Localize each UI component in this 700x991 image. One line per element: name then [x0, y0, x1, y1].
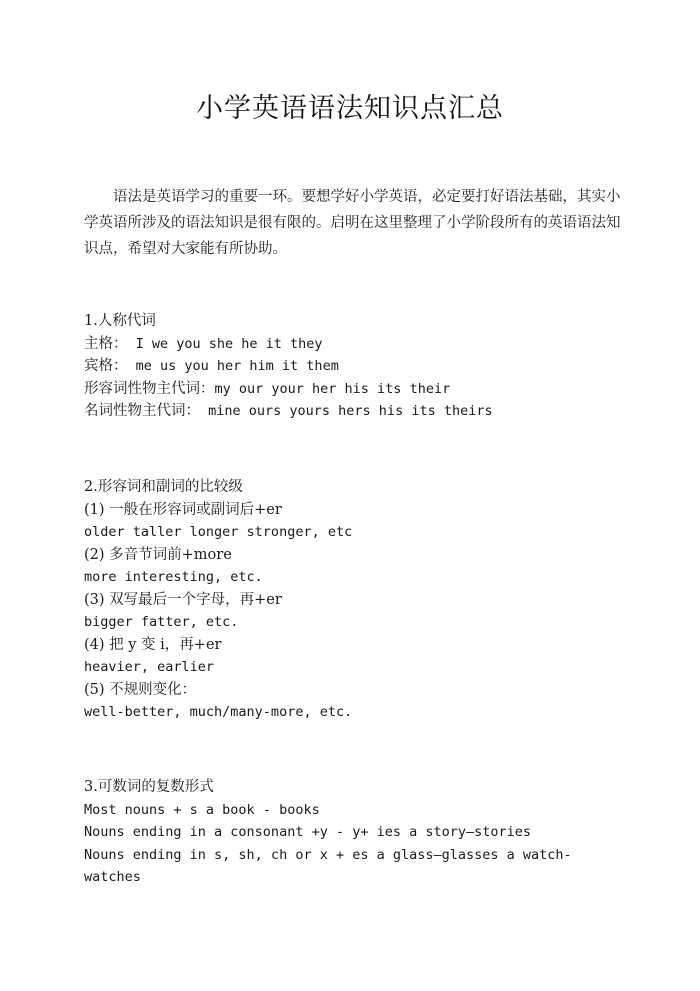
list-item	[84, 701, 644, 724]
list-item	[84, 566, 644, 589]
section-plural-nouns	[84, 776, 644, 889]
list-item	[84, 821, 644, 844]
line-label: 形容词性物主代词：	[84, 380, 215, 397]
list-item	[84, 634, 644, 657]
line-text: Most nouns + s a book - books	[84, 801, 320, 818]
line-label: (1) 一般在形容词或副词后+er	[84, 501, 282, 518]
list-item	[84, 333, 644, 356]
list-item	[84, 355, 644, 378]
section-heading: 3.可数词的复数形式	[84, 779, 214, 795]
line-text: my our your her his its their	[214, 380, 451, 397]
line-label: (2) 多音节词前+more	[84, 546, 232, 563]
list-item	[84, 656, 644, 679]
list-item	[84, 679, 644, 702]
list-item	[84, 499, 644, 522]
line-text: mine ours yours hers his its theirs	[200, 403, 493, 419]
line-text: heavier, earlier	[84, 659, 215, 675]
section-heading: 2.形容词和副词的比较级	[84, 479, 243, 495]
line-text: me us you her him it them	[127, 358, 339, 374]
line-text: Nouns ending in s, sh, ch or x + es a glass—glasses a watch-watches	[84, 846, 572, 885]
list-item	[84, 844, 604, 889]
document-title: 小学英语语法知识点汇总	[196, 93, 504, 124]
line-label: (3) 双写最后一个字母，再+er	[84, 591, 282, 608]
line-text: I we you she he it they	[127, 335, 323, 352]
intro-paragraph	[84, 184, 624, 262]
list-item	[84, 378, 644, 401]
section-comparatives	[84, 476, 644, 724]
list-item	[84, 521, 644, 544]
line-text: Nouns ending in a consonant +y - y+ ies a story—stories	[84, 824, 532, 840]
line-text: older taller longer stronger, etc	[84, 524, 353, 540]
line-label: 主格：	[84, 335, 128, 352]
list-item	[84, 544, 644, 567]
line-text: bigger fatter, etc.	[84, 614, 239, 630]
line-label: 名词性物主代词：	[84, 403, 200, 419]
section-personal-pronouns	[84, 310, 644, 423]
line-label: (5) 不规则变化：	[84, 681, 197, 698]
line-label: 宾格：	[84, 358, 128, 374]
list-item	[84, 611, 644, 634]
intro-text: 语法是英语学习的重要一环。要想学好小学英语，必定要打好语法基础，其实小学英语所涉及的语法知识是很有限的。启明在这里整理了小学阶段所有的英语语法知识点，希望对大家能有所协助。	[84, 189, 621, 257]
line-text: well-better, much/many-more, etc.	[84, 704, 353, 720]
line-text: more interesting, etc.	[84, 569, 263, 585]
line-label: (4) 把 y 变 i，再+er	[84, 636, 222, 653]
list-item	[84, 400, 644, 423]
section-heading: 1.人称代词	[84, 313, 156, 329]
list-item	[84, 799, 644, 822]
list-item	[84, 589, 644, 612]
